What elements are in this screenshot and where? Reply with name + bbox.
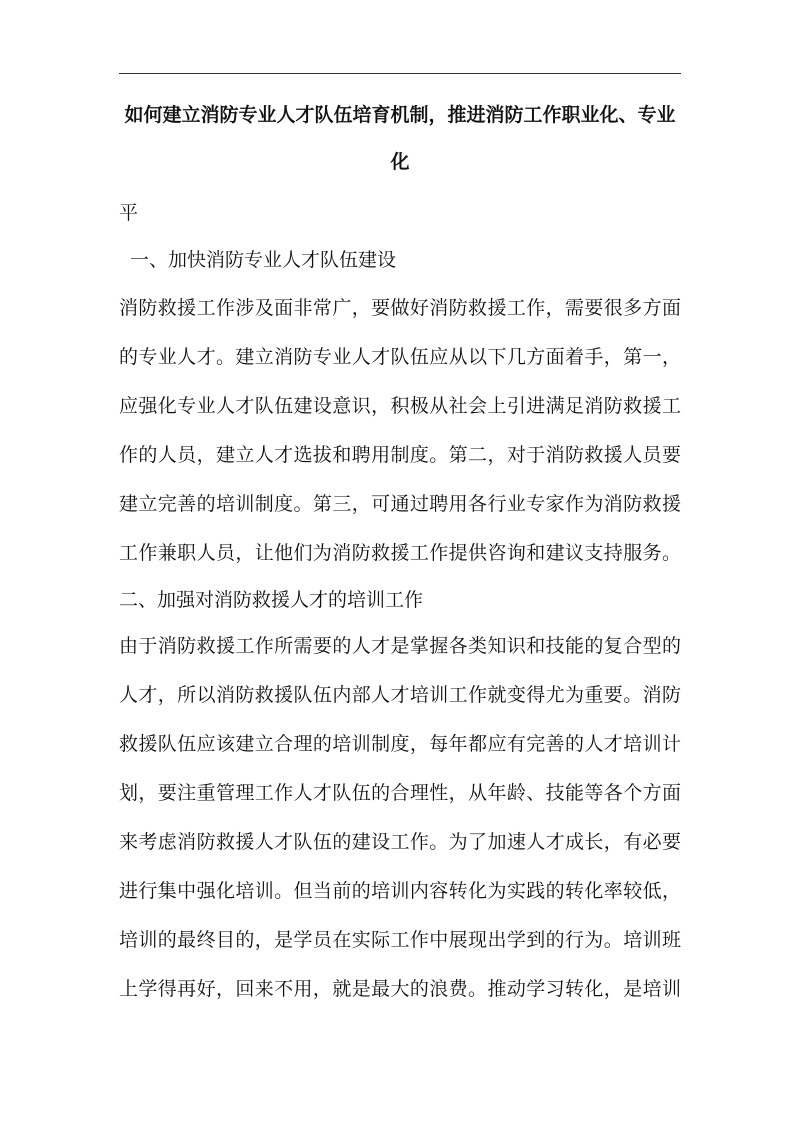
document-title-line-2: 化	[390, 151, 410, 173]
author-name: 平	[119, 202, 139, 224]
section-1-line-6: 工作兼职人员，让他们为消防救援工作提供咨询和建议支持服务。	[119, 542, 681, 564]
top-rule	[119, 73, 681, 74]
section-2-heading: 二、加强对消防救援人才的培训工作	[119, 589, 424, 611]
section-1-line-3: 应强化专业人才队伍建设意识，积极从社会上引进满足消防救援工	[119, 395, 681, 417]
document-title-line-1: 如何建立消防专业人才队伍培育机制，推进消防工作职业化、专业	[124, 104, 676, 126]
section-2-line-6: 进行集中强化培训。但当前的培训内容转化为实践的转化率较低，	[119, 880, 681, 902]
section-2-line-3: 救援队伍应该建立合理的培训制度，每年都应有完善的人才培训计	[119, 733, 681, 755]
section-2-line-2: 人才，所以消防救援队伍内部人才培训工作就变得尤为重要。消防	[119, 684, 681, 706]
section-2-line-1: 由于消防救援工作所需要的人才是掌握各类知识和技能的复合型的	[119, 635, 681, 657]
section-2-line-5: 来考虑消防救援人才队伍的建设工作。为了加速人才成长，有必要	[119, 831, 681, 853]
section-1-line-1: 消防救援工作涉及面非常广，要做好消防救援工作，需要很多方面	[119, 297, 681, 319]
section-2-line-7: 培训的最终目的，是学员在实际工作中展现出学到的行为。培训班	[119, 929, 681, 951]
section-1-heading: 一、加快消防专业人才队伍建设	[130, 249, 397, 271]
section-1-line-2: 的专业人才。建立消防专业人才队伍应从以下几方面着手，第一，	[119, 346, 681, 368]
section-1-line-4: 作的人员，建立人才选拔和聘用制度。第二，对于消防救援人员要	[119, 444, 681, 466]
section-2-line-4: 划，要注重管理工作人才队伍的合理性，从年龄、技能等各个方面	[119, 782, 681, 804]
section-2-line-8: 上学得再好，回来不用，就是最大的浪费。推动学习转化，是培训	[119, 978, 681, 1000]
section-1-line-5: 建立完善的培训制度。第三，可通过聘用各行业专家作为消防救援	[119, 493, 681, 515]
